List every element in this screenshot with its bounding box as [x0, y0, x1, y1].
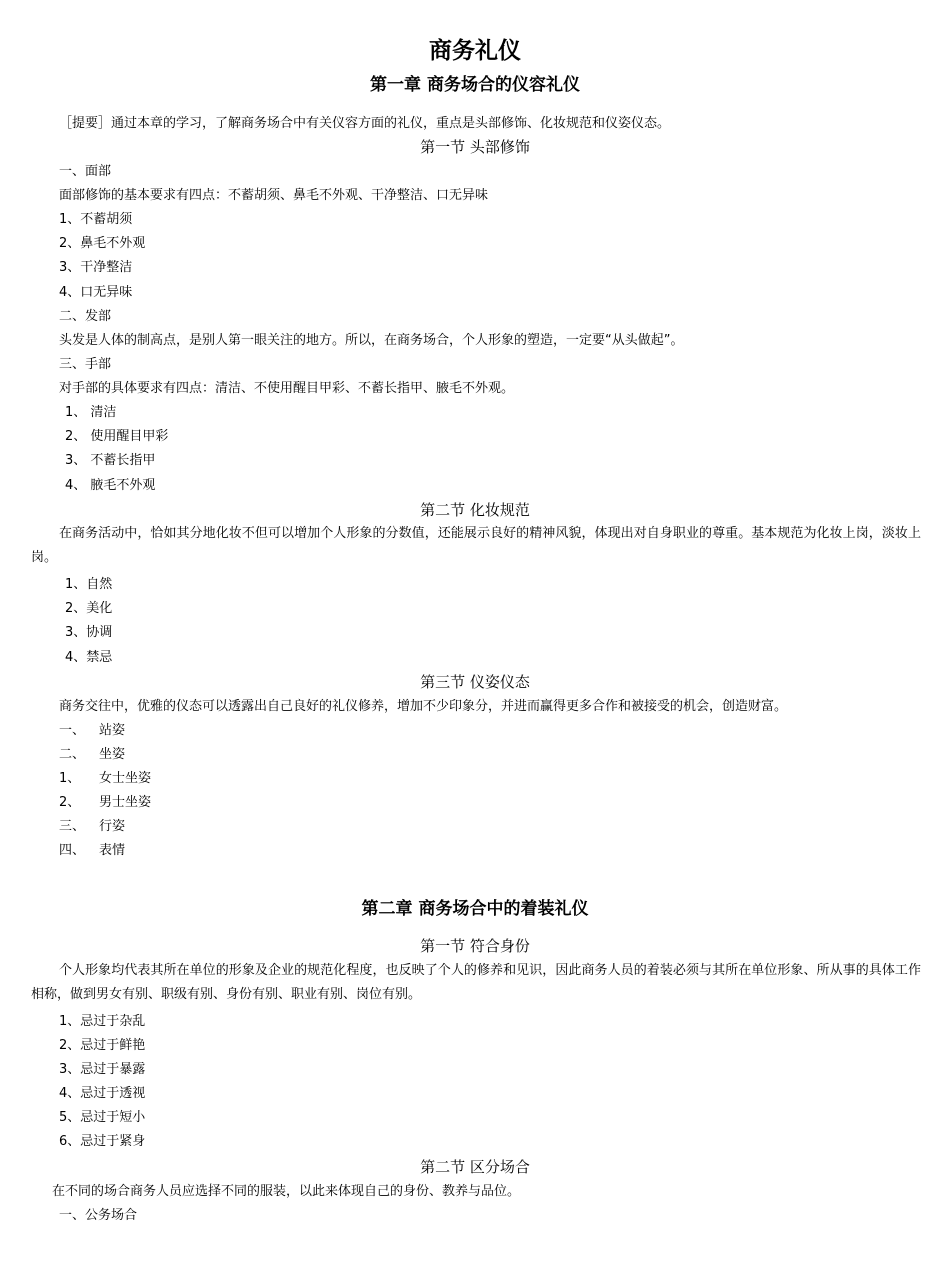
- list-item: [59, 747, 125, 763]
- official-occasion-heading: 一、公务场合: [59, 1208, 138, 1223]
- section-1-1-title: 第一节 头部修饰: [420, 138, 530, 156]
- document-title: 商务礼仪: [429, 38, 521, 64]
- section-1-3-title: 第三节 仪姿仪态: [420, 673, 530, 691]
- item-number: 三、: [59, 819, 86, 834]
- hair-text: 头发是人体的制高点，是别人第一眼关注的地方。所以，在商务场合，个人形象的塑造，一定要“从头做起”。: [59, 333, 684, 348]
- section-1-2-title: 第二节 化妆规范: [420, 501, 530, 519]
- list-item: 4、禁忌: [65, 650, 113, 665]
- item-label: 女士坐姿: [99, 771, 152, 786]
- section-2-1-title: 第一节 符合身份: [420, 937, 530, 955]
- item-number: 二、: [59, 747, 86, 762]
- section-1-2-text: 在商务活动中，恰如其分地化妆不但可以增加个人形象的分数值，还能展示良好的精神风貌，体现出对自身职业的尊重。基本规范为化妆上岗，淡妆上岗。: [31, 526, 921, 565]
- item-number: 1、: [59, 771, 81, 786]
- list-item: 3、 不蓄长指甲: [65, 453, 156, 468]
- item-label: 站姿: [99, 723, 126, 738]
- item-label: 表情: [99, 843, 126, 858]
- list-item: 1、不蓄胡须: [59, 212, 133, 227]
- list-item: 1、自然: [65, 577, 113, 592]
- item-number: 2、: [59, 795, 81, 810]
- list-item: 4、忌过于透视: [59, 1086, 146, 1101]
- list-item: 4、 腋毛不外观: [65, 478, 156, 493]
- list-item: 3、忌过于暴露: [59, 1062, 146, 1077]
- chapter-2-title: 第二章 商务场合中的着装礼仪: [361, 899, 589, 919]
- hand-intro: 对手部的具体要求有四点：清洁、不使用醒目甲彩、不蓄长指甲、腋毛不外观。: [59, 381, 515, 396]
- list-item: [59, 771, 151, 787]
- list-item: 3、干净整洁: [59, 260, 133, 275]
- item-number: 四、: [59, 843, 86, 858]
- list-item: 1、忌过于杂乱: [59, 1014, 146, 1029]
- section-2-1-text: 个人形象均代表其所在单位的形象及企业的规范化程度，也反映了个人的修养和见识，因此商务人员的着装必须与其所在单位形象、所从事的具体工作相称，做到男女有别、职级有别、身份有别、职业有别、岗位有别。: [31, 963, 921, 1002]
- section-2-2-title: 第二节 区分场合: [420, 1158, 530, 1176]
- item-label: 男士坐姿: [99, 795, 152, 810]
- list-item: 2、美化: [65, 601, 113, 616]
- list-item: 2、鼻毛不外观: [59, 236, 146, 251]
- section-2-2-text: 在不同的场合商务人员应选择不同的服装，以此来体现自己的身份、教养与品位。: [52, 1184, 521, 1199]
- item-number: 一、: [59, 723, 86, 738]
- item-label: 行姿: [99, 819, 126, 834]
- list-item: 1、 清洁: [65, 405, 117, 420]
- list-item: [59, 723, 125, 739]
- face-heading: 一、面部: [59, 164, 112, 179]
- list-item: [59, 819, 125, 835]
- hand-heading: 三、手部: [59, 357, 112, 372]
- hair-heading: 二、发部: [59, 309, 112, 324]
- face-intro: 面部修饰的基本要求有四点：不蓄胡须、鼻毛不外观、干净整洁、口无异味: [59, 188, 489, 203]
- list-item: 5、忌过于短小: [59, 1110, 146, 1125]
- list-item: 6、忌过于紧身: [59, 1134, 146, 1149]
- chapter-1-summary: ［提要］通过本章的学习，了解商务场合中有关仪容方面的礼仪，重点是头部修饰、化妆规范和仪姿仪态。: [59, 116, 671, 131]
- section-1-3-text: 商务交往中，优雅的仪态可以透露出自己良好的礼仪修养，增加不少印象分，并进而赢得更多合作和被接受的机会，创造财富。: [59, 699, 788, 714]
- list-item: [59, 795, 151, 811]
- chapter-1-title: 第一章 商务场合的仪容礼仪: [370, 75, 580, 95]
- list-item: [59, 843, 125, 859]
- list-item: 2、 使用醒目甲彩: [65, 429, 169, 444]
- item-label: 坐姿: [99, 747, 126, 762]
- list-item: 4、口无异味: [59, 285, 133, 300]
- list-item: 2、忌过于鲜艳: [59, 1038, 146, 1053]
- list-item: 3、协调: [65, 625, 113, 640]
